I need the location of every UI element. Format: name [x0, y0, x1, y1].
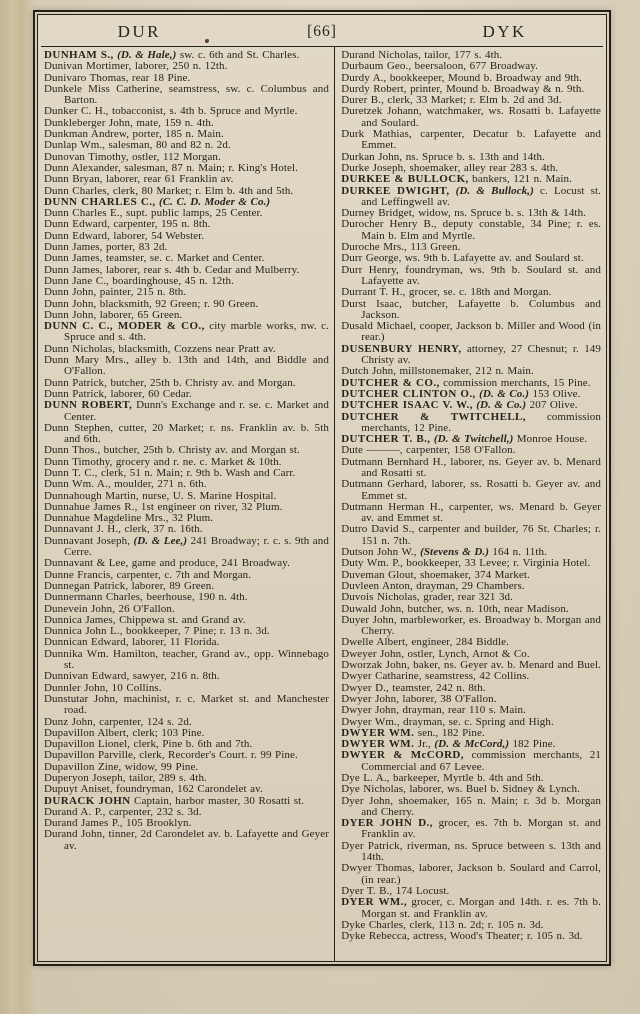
directory-entry: Dye Nicholas, laborer, ws. Buel b. Sidney & Lynch.: [341, 783, 580, 796]
directory-entry: Dunn Timothy, grocery and r. ne. c. Market & 10th.: [44, 455, 282, 468]
directory-entry: Dunn Mary Mrs., alley b. 13th and 14th, and Biddle and O'Fallon.: [44, 354, 329, 378]
directory-entry: DUSENBURY HENRY, attorney, 27 Chesnut; r. 149 Christy av.: [341, 342, 601, 367]
directory-entry: Dunnica John L., bookkeeper, 7 Pine; r. 13 n. 3d.: [44, 625, 270, 638]
directory-entry: Dyer T. B., 174 Locust.: [341, 884, 450, 897]
directory-entry: Dyke Rebecca, actress, Wood's Theater; r. 105 n. 3d.: [341, 930, 583, 943]
directory-entry: Dunn Nicholas, blacksmith, Cozzens near Pratt av.: [44, 342, 276, 355]
directory-entry: Dunivan Mortimer, laborer, 250 n. 12th.: [44, 60, 228, 73]
directory-entry: DURKEE DWIGHT, (D. & Bullock,) c. Locust st. and Leffingwell av.: [341, 184, 602, 208]
directory-entry: DUTCHER ISAAC V. W., (D. & Co.) 207 Olive.: [341, 399, 578, 412]
directory-entry: Dunnavant Joseph, (D. & Lee,) 241 Broadway; r. c. s. 9th and Cerre.: [44, 534, 329, 559]
directory-entry: Dunn T. C., clerk, 51 n. Main; r. 9th b. Wash and Carr.: [44, 466, 296, 479]
directory-entry: Dunn Alexander, salesman, 87 n. Main; r. King's Hotel.: [44, 161, 299, 174]
directory-entry: Durney Bridget, widow, ns. Spruce b. s. 13th & 14th.: [341, 207, 587, 220]
directory-entry: Dunn James, laborer, rear s. 4th b. Cedar and Mulberry.: [44, 263, 300, 276]
directory-entry: Dyer John, shoemaker, 165 n. Main; r. 3d b. Morgan and Cherry.: [341, 794, 601, 818]
directory-entry: Dunnler John, 10 Collins.: [44, 681, 162, 694]
directory-entry: Durkan John, ns. Spruce b. s. 13th and 14th.: [341, 150, 546, 163]
directory-entry: Dunn James, teamster, se. c. Market and Center.: [44, 252, 265, 265]
right-column: [335, 47, 606, 961]
directory-entry: Dwyer Thomas, laborer, Jackson b. Soulard and Carrol, (in rear.): [341, 862, 601, 886]
directory-entry: Duyer John, marbleworker, es. Broadway b. Morgan and Cherry.: [341, 613, 601, 638]
directory-entry: Duveman Glout, shoemaker, 374 Market.: [341, 568, 530, 581]
directory-entry: DWYER WM. sen., 182 Pine.: [341, 726, 485, 739]
directory-entry: Dye L. A., barkeeper, Myrtle b. 4th and 5th.: [341, 772, 544, 784]
directory-entry: Dunnavant J. H., clerk, 37 n. 16th.: [44, 523, 203, 536]
directory-entry: Dwyer Catharine, seamstress, 42 Collins.: [341, 670, 530, 683]
directory-entry: Dunn John, laborer, 65 Green.: [44, 308, 183, 321]
directory-entry: Dunn Thos., butcher, 25th b. Christy av. and Morgan st.: [44, 444, 300, 457]
page-content-area: [37, 14, 607, 962]
directory-entry: Duretzek Johann, watchmaker, ws. Rosatti b. Lafayette and Soulard.: [341, 105, 601, 129]
directory-entry: DYER JOHN D., grocer, es. 7th b. Morgan st. and Franklin av.: [341, 817, 601, 841]
directory-entry: Dunnermann Charles, beerhouse, 190 n. 4th.: [44, 591, 248, 604]
directory-entry: Dunnican Edward, laborer, 11 Florida.: [44, 636, 220, 649]
directory-entry: DWYER & McCORD, commission merchants, 21 Commercial and 67 Levee.: [341, 749, 601, 773]
directory-entry: DUTCHER & TWITCHELL, commission merchants, 12 Pine.: [341, 410, 601, 434]
directory-entry: Dutro David S., carpenter and builder, 76 St. Charles; r. 151 n. 7th.: [341, 523, 601, 547]
header-right-word: DYK: [482, 21, 527, 41]
directory-entry: Dunn John, painter, 215 n. 8th.: [44, 286, 187, 299]
directory-entry: Duvois Nicholas, grader, rear 321 3d.: [341, 591, 514, 604]
directory-entry: Dunn Charles E., supt. public lamps, 25 Center.: [44, 207, 263, 220]
directory-entry: Dunn Edward, carpenter, 195 n. 8th.: [44, 218, 211, 231]
directory-entry: Dunn Charles, clerk, 80 Market; r. Elm b. 4th and 5th.: [44, 184, 294, 197]
directory-entry: Durand Nicholas, tailor, 177 s. 4th.: [341, 49, 503, 61]
directory-entry: Dunn Jane C., boardinghouse, 45 n. 12th.: [44, 274, 234, 287]
directory-entry: Dutson John W., (Stevens & D.) 164 n. 11th.: [341, 546, 547, 559]
directory-entry: Durr George, ws. 9th b. Lafayette av. and Soulard st.: [341, 252, 584, 265]
directory-entry: Durand John, tinner, 2d Carondelet av. b. Lafayette and Geyer av.: [44, 828, 329, 852]
directory-entry: Dutmann Gerhard, laborer, ss. Rosatti b. Geyer av. and Emmet st.: [341, 478, 601, 502]
directory-entry: Durdy Robert, printer, Mound b. Broadway & n. 9th.: [341, 82, 585, 95]
directory-entry: Durke Joseph, shoemaker, alley rear 283 s. 4th.: [341, 161, 559, 174]
page-number: [66]: [307, 22, 337, 40]
directory-entry: Dunn James, porter, 83 2d.: [44, 241, 168, 254]
directory-entry: Dwyer D., teamster, 242 n. 8th.: [341, 681, 486, 694]
directory-entry: Dunkele Miss Catherine, seamstress, sw. c. Columbus and Barton.: [44, 82, 329, 107]
directory-entry: Dunnegan Patrick, laborer, 89 Green.: [44, 579, 215, 592]
directory-entry: Dupavillon Zine, widow, 99 Pine.: [44, 760, 199, 773]
directory-entry: Dunn Edward, laborer, 54 Webster.: [44, 229, 205, 242]
directory-entry: DURACK JOHN Captain, harbor master, 30 Rosatti st.: [44, 794, 305, 807]
directory-entry: Dweyer John, ostler, Lynch, Arnot & Co.: [341, 647, 530, 660]
directory-entry: Durocher Henry B., deputy constable, 34 Pine; r. es. Main b. Elm and Myrtle.: [341, 218, 601, 242]
directory-entry: Dunne Francis, carpenter, c. 7th and Morgan.: [44, 568, 252, 581]
directory-entry: Dunnika Wm. Hamilton, teacher, Grand av., opp. Winnebago st.: [44, 647, 329, 672]
directory-entry: Duroche Mrs., 113 Green.: [341, 241, 461, 254]
directory-entry: Dunn Patrick, laborer, 60 Cedar.: [44, 387, 192, 400]
directory-columns: [38, 47, 606, 961]
directory-entry: Durst Isaac, butcher, Lafayette b. Columbus and Jackson.: [341, 297, 601, 321]
directory-entry: Dupavillon Parville, clerk, Recorder's Court. r. 99 Pine.: [44, 749, 298, 762]
directory-entry: Dusald Michael, cooper, Jackson b. Miller and Wood (in rear.): [341, 320, 601, 344]
directory-entry: Dwelle Albert, engineer, 284 Biddle.: [341, 636, 509, 649]
directory-entry: Dunnica James, Chippewa st. and Grand av.: [44, 613, 246, 626]
directory-entry: DUTCHER & CO., commission merchants, 15 Pine.: [341, 376, 591, 389]
directory-entry: Dunz John, carpenter, 124 s. 2d.: [44, 715, 192, 728]
directory-entry: Dunn Wm. A., moulder, 271 n. 6th.: [44, 478, 207, 491]
directory-entry: DUNN CHARLES C., (C. C. D. Moder & Co.): [44, 195, 271, 208]
directory-entry: Dunnahue James R., 1st engineer on river, 32 Plum.: [44, 500, 283, 513]
directory-entry: Dunkman Andrew, porter, 185 n. Main.: [44, 128, 224, 141]
directory-entry: Duperyon Joseph, tailor, 289 s. 4th.: [44, 772, 207, 784]
directory-entry: Dwyer John, laborer, 38 O'Fallon.: [341, 692, 497, 705]
directory-entry: Dute ———, carpenter, 158 O'Fallon.: [341, 444, 516, 457]
directory-entry: DYER WM., grocer, c. Morgan and 14th. r. es. 7th b. Morgan st. and Franklin av.: [341, 896, 601, 920]
directory-entry: Dunn Patrick, butcher, 25th b. Christy av. and Morgan.: [44, 376, 296, 389]
directory-entry: Durand A. P., carpenter, 232 s. 3d.: [44, 805, 202, 818]
directory-entry: DUTCHER T. B., (D. & Twitchell,) Monroe House.: [341, 433, 588, 446]
page-border-frame: [33, 10, 611, 966]
directory-entry: Durdy A., bookkeeper, Mound b. Broadway and 9th.: [341, 71, 582, 84]
directory-entry: Dunnahough Martin, nurse, U. S. Marine Hospital.: [44, 489, 277, 502]
directory-entry: Dunlap Wm., salesman, 80 and 82 n. 2d.: [44, 139, 231, 152]
directory-entry: Dwyer Wm., drayman, se. c. Spring and High.: [341, 715, 554, 728]
directory-entry: Dunn John, blacksmith, 92 Green; r. 90 Green.: [44, 297, 259, 310]
directory-entry: Dyke Charles, clerk, 113 n. 2d; r. 105 n. 3d.: [341, 918, 544, 931]
directory-entry: Dunn Stephen, cutter, 20 Market; r. ns. Franklin av. b. 5th and 6th.: [44, 421, 329, 446]
directory-entry: Duty Wm. P., bookkeeper, 33 Levee; r. Virginia Hotel.: [341, 557, 591, 570]
directory-entry: Dutmann Bernhard H., laborer, ns. Geyer av. b. Menard and Rosatti st.: [341, 455, 601, 479]
directory-entry: Dupavillon Lionel, clerk, Pine b. 6th and 7th.: [44, 738, 253, 751]
directory-entry: Duwald John, butcher, ws. n. 10th, near Madison.: [341, 602, 569, 615]
directory-entry: Durr Henry, foundryman, ws. 9th b. Soulard st. and Lafayette av.: [341, 263, 601, 287]
directory-entry: Dunnivan Edward, sawyer, 216 n. 8th.: [44, 670, 220, 683]
directory-entry: Dunivaro Thomas, rear 18 Pine.: [44, 71, 191, 84]
directory-entry: DURKEE & BULLOCK, bankers, 121 n. Main.: [341, 173, 572, 186]
paper-left-edge: [0, 0, 36, 1014]
directory-entry: Dunn Bryan, laborer, rear 61 Franklin av.: [44, 173, 234, 186]
directory-entry: DUNHAM S., (D. & Hale,) sw. c. 6th and St. Charles.: [44, 49, 300, 61]
directory-entry: Duvleen Anton, drayman, 29 Chambers.: [341, 579, 525, 592]
directory-entry: DWYER WM. Jr., (D. & McCord,) 182 Pine.: [341, 738, 556, 751]
directory-entry: Durk Mathias, carpenter, Decatur b. Lafayette and Emmet.: [341, 128, 601, 152]
directory-entry: Durand James P., 105 Brooklyn.: [44, 817, 192, 830]
directory-entry: Dupavillon Albert, clerk; 103 Pine.: [44, 726, 205, 739]
directory-entry: Durrant T. H., grocer, se. c. 18th and Morgan.: [341, 286, 552, 299]
directory-entry: Dunevein John, 26 O'Fallon.: [44, 602, 175, 615]
directory-entry: Dutch John, millstonemaker, 212 n. Main.: [341, 365, 534, 378]
directory-entry: DUTCHER CLINTON O., (D. & Co.) 153 Olive.: [341, 387, 581, 400]
directory-entry: Dunker C. H., tobacconist, s. 4th b. Spruce and Myrtle.: [44, 105, 298, 118]
header-left-word: DUR: [117, 21, 162, 41]
left-column: [38, 47, 334, 961]
directory-entry: Dyer Patrick, riverman, ns. Spruce between s. 13th and 14th.: [341, 839, 601, 864]
directory-entry: Dunovan Timothy, ostler, 112 Morgan.: [44, 150, 221, 163]
directory-entry: DUNN C. C., MODER & CO., city marble works, nw. c. Spruce and s. 4th.: [44, 320, 330, 344]
directory-entry: Dupuyt Aniset, foundryman, 162 Carondelet av.: [44, 783, 263, 796]
directory-entry: Durer B., clerk, 33 Market; r. Elm b. 2d and 3d.: [341, 94, 562, 107]
running-head: [38, 15, 606, 46]
directory-entry: Dunkleberger John, mate, 159 n. 4th.: [44, 116, 214, 129]
directory-entry: Dutmann Herman H., carpenter, ws. Menard b. Geyer av. and Emmet st.: [341, 500, 601, 525]
directory-entry: Dunstutar John, machinist, r. c. Market st. and Manchester road.: [44, 692, 329, 717]
directory-entry: Dworzak John, baker, ns. Geyer av. b. Menard and Buel.: [341, 659, 602, 672]
directory-entry: Dunnahue Magdeline Mrs., 32 Plum.: [44, 512, 214, 525]
directory-entry: Dunnavant & Lee, game and produce, 241 Broadway.: [44, 557, 290, 570]
directory-entry: Durbaum Geo., beersaloon, 677 Broadway.: [341, 60, 538, 73]
directory-entry: Dwyer John, drayman, rear 110 s. Main.: [341, 704, 526, 717]
directory-entry: DUNN ROBERT, Dunn's Exchange and r. se. c. Market and Center.: [44, 399, 329, 423]
